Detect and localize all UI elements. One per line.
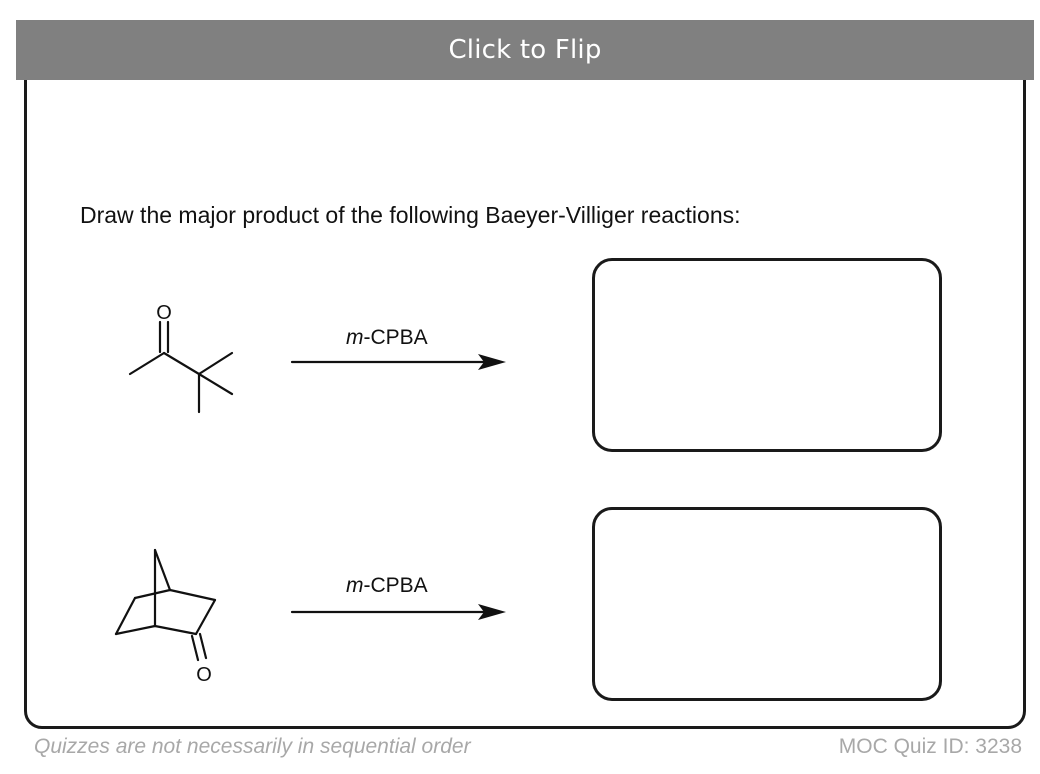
reagent-label-1	[346, 326, 428, 350]
reagent-1-suffix: -CPBA	[363, 326, 428, 349]
reagent-2-prefix: m	[346, 574, 364, 597]
quiz-id: MOC Quiz ID: 3238	[838, 735, 1022, 758]
reagent-label-2	[346, 574, 428, 598]
reactant-2-oxygen-label: O	[196, 664, 212, 686]
answer-box-1[interactable]	[592, 258, 942, 452]
footer-note: Quizzes are not necessarily in sequential order	[34, 735, 471, 758]
reagent-2-suffix: -CPBA	[363, 574, 428, 597]
flip-button-label: Click to Flip	[448, 35, 602, 65]
reactant-1-oxygen-label: O	[156, 302, 172, 324]
reagent-1-prefix: m	[346, 326, 364, 349]
flip-button[interactable]	[16, 20, 1034, 80]
answer-box-2[interactable]	[592, 507, 942, 701]
question-text: Draw the major product of the following Baeyer-Villiger reactions:	[80, 202, 741, 228]
